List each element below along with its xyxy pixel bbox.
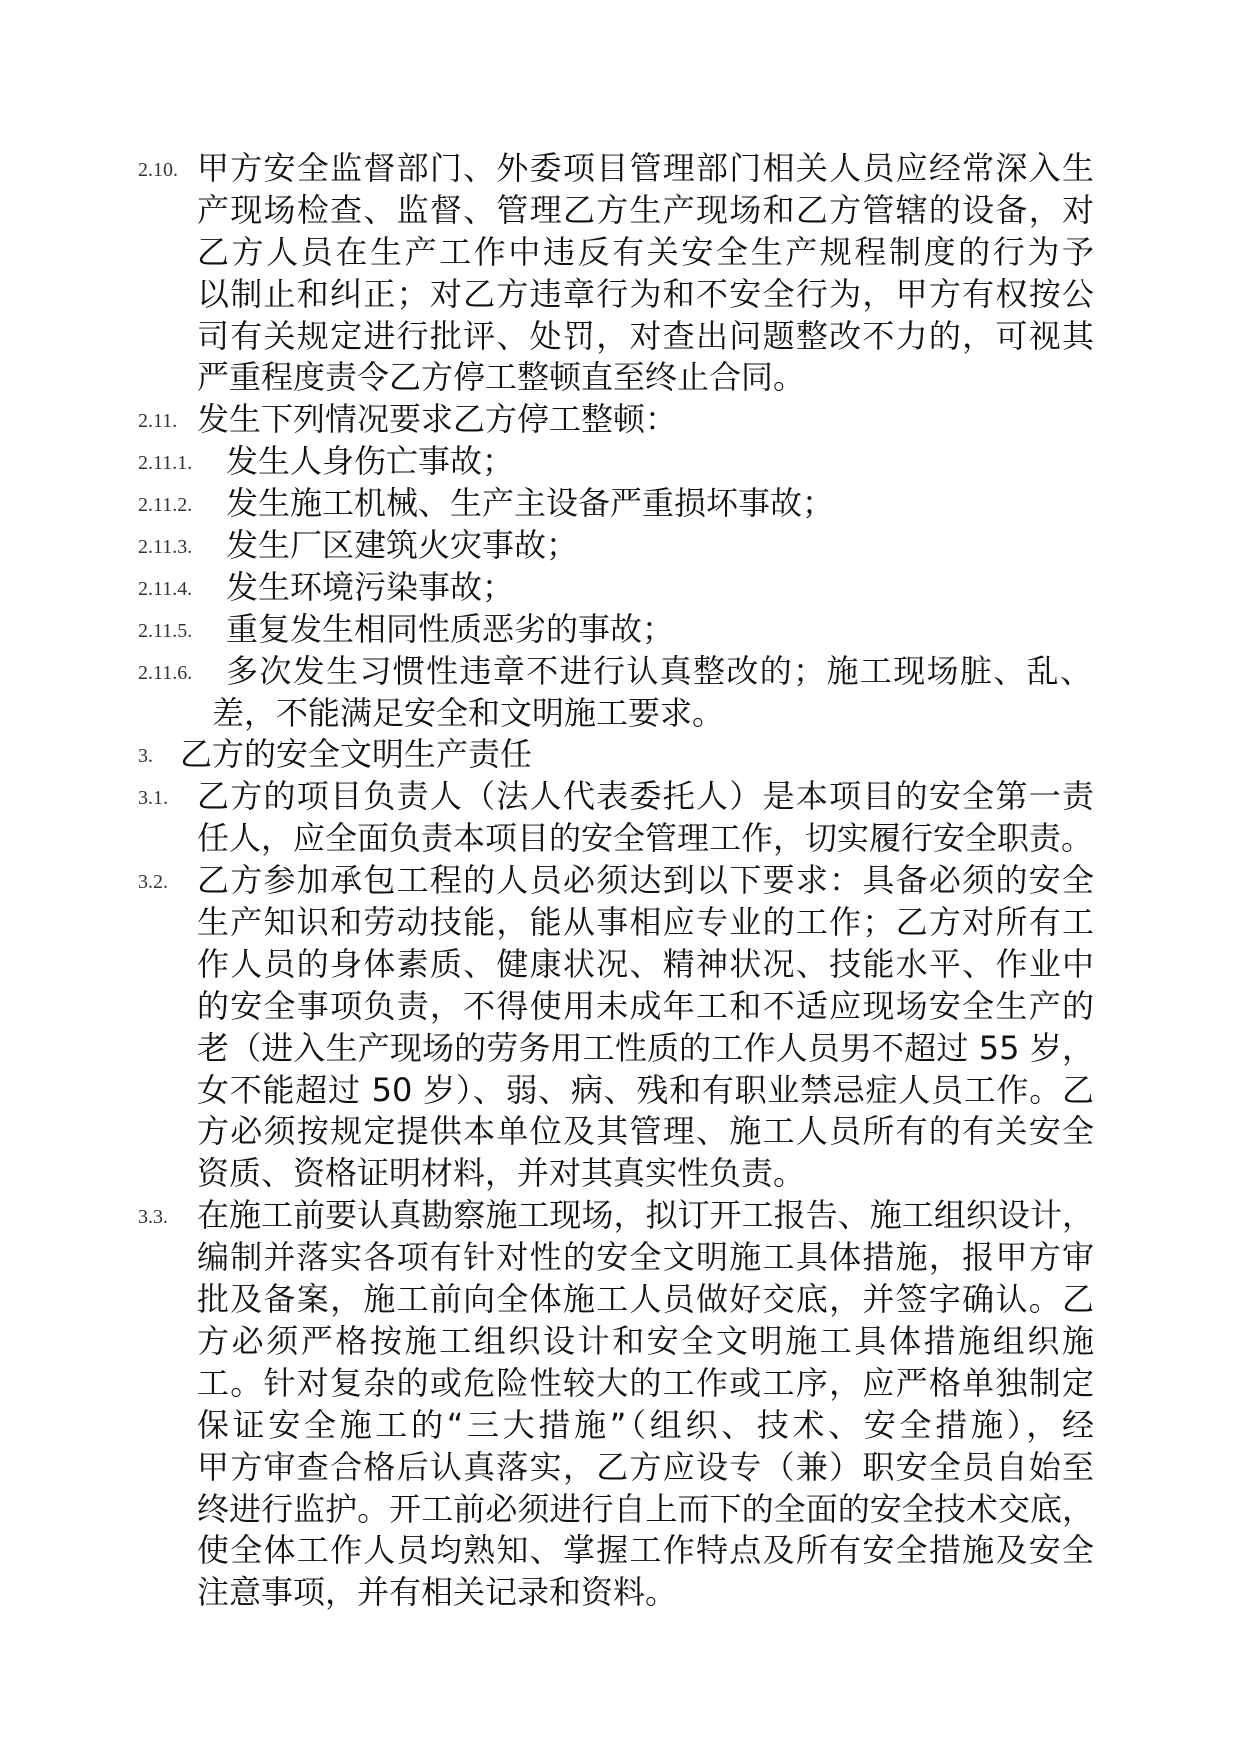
clause-line: 方必须按规定提供本单位及其管理、施工人员所有的有关安全 (197, 1112, 1094, 1151)
clause-2-11-6 (0, 651, 1241, 735)
clause-line: 产现场检查、监督、管理乙方生产现场和乙方管辖的设备，对 (197, 190, 1094, 229)
clause-number: 3.1. (138, 787, 168, 810)
clause-line: 甲方安全监督部门、外委项目管理部门相关人员应经常深入生 (197, 149, 1094, 187)
clause-line: 多次发生习惯性违章不进行认真整改的；施工现场脏、乱、 (226, 651, 1092, 690)
clause-number: 2.11.6. (138, 661, 193, 684)
clause-2-11-5 (0, 609, 1241, 651)
clause-3-2 (0, 860, 1241, 1195)
clause-number: 2.11.1. (138, 452, 193, 475)
clause-2-11-3 (0, 525, 1241, 567)
clause-2-11-4 (0, 567, 1241, 609)
clause-line: 注意事项，并有相关记录和资料。 (197, 1573, 678, 1612)
clause-line: 的安全事项负责，不得使用未成年工和不适应现场安全生产的 (197, 986, 1094, 1025)
clause-body (226, 567, 1092, 609)
clause-body (226, 609, 1092, 651)
clause-number: 2.11. (138, 410, 178, 433)
section-title-text: 乙方的安全文明生产责任 (180, 735, 533, 774)
clause-line: 保证安全施工的“三大措施”（组织、技术、安全措施），经 (197, 1405, 1094, 1444)
clause-body (197, 1195, 1094, 1614)
clause-line: 乙方的项目负责人（法人代表委托人）是本项目的安全第一责 (197, 777, 1094, 816)
document-page (0, 148, 1241, 1614)
clause-body (226, 525, 1092, 567)
clause-line: 使全体工作人员均熟知、掌握工作特点及所有安全措施及安全 (197, 1531, 1094, 1570)
clause-line: 资质、资格证明材料，并对其真实性负责。 (197, 1154, 806, 1193)
clause-line: 女不能超过 50 岁）、弱、病、残和有职业禁忌症人员工作。乙 (197, 1070, 1094, 1109)
clause-line: 在施工前要认真勘察施工现场，拟订开工报告、施工组织设计， (197, 1196, 1094, 1235)
clause-number: 2.11.4. (138, 577, 193, 600)
clause-number: 2.10. (138, 159, 178, 181)
clause-2-11 (0, 399, 1241, 441)
clause-body (226, 441, 1092, 483)
clause-line: 发生下列情况要求乙方停工整顿： (197, 400, 678, 439)
clause-number: 2.11.5. (138, 619, 193, 642)
section-3-heading (0, 734, 1241, 776)
clause-line: 发生环境污染事故； (226, 567, 515, 606)
clause-number: 3.3. (138, 1206, 168, 1229)
clause-line: 工。针对复杂的或危险性较大的工作或工序，应严格单独制定 (197, 1363, 1094, 1402)
clause-body (197, 148, 1094, 399)
clause-line: 任人，应全面负责本项目的安全管理工作，切实履行安全职责。 (197, 819, 1094, 858)
clause-line: 乙方参加承包工程的人员必须达到以下要求：具备必须的安全 (197, 861, 1094, 900)
clause-3-3 (0, 1195, 1241, 1614)
section-title (180, 734, 1094, 776)
clause-line: 差，不能满足安全和文明施工要求。 (212, 693, 725, 732)
clause-line: 方必须严格按施工组织设计和安全文明施工具体措施组织施 (197, 1321, 1094, 1360)
clause-2-10 (0, 148, 1241, 399)
clause-body (197, 399, 1094, 441)
clause-line: 发生厂区建筑火灾事故； (226, 526, 579, 565)
clause-line: 生产知识和劳动技能，能从事相应专业的工作；乙方对所有工 (197, 903, 1094, 942)
clause-line: 发生施工机械、生产主设备严重损坏事故； (226, 484, 835, 523)
clause-line: 发生人身伤亡事故； (226, 442, 515, 481)
clause-number: 2.11.2. (138, 494, 193, 517)
clause-body (197, 776, 1094, 860)
clause-body (226, 483, 1092, 525)
clause-line: 司有关规定进行批评、处罚，对查出问题整改不力的，可视其 (197, 316, 1094, 355)
clause-line: 批及备案，施工前向全体施工人员做好交底，并签字确认。乙 (197, 1280, 1094, 1319)
clause-line: 老（进入生产现场的劳务用工性质的工作人员男不超过 55 岁， (197, 1028, 1094, 1067)
clause-2-11-2 (0, 483, 1241, 525)
clause-line: 甲方审查合格后认真落实，乙方应设专（兼）职安全员自始至 (197, 1447, 1094, 1486)
clause-number: 2.11.3. (138, 536, 193, 559)
clause-2-11-1 (0, 441, 1241, 483)
clause-line: 编制并落实各项有针对性的安全文明施工具体措施，报甲方审 (197, 1238, 1094, 1277)
clause-body (212, 651, 1092, 735)
clause-3-1 (0, 776, 1241, 860)
clause-line: 严重程度责令乙方停工整顿直至终止合同。 (197, 358, 806, 397)
clause-number: 3.2. (138, 871, 168, 894)
clause-line: 以制止和纠正；对乙方违章行为和不安全行为，甲方有权按公 (197, 274, 1094, 313)
clause-line: 终进行监护。开工前必须进行自上而下的全面的安全技术交底， (197, 1489, 1094, 1528)
clause-line: 作人员的身体素质、健康状况、精神状况、技能水平、作业中 (197, 944, 1094, 983)
section-number: 3. (138, 745, 153, 768)
clause-line: 重复发生相同性质恶劣的事故； (226, 609, 675, 648)
clause-line: 乙方人员在生产工作中违反有关安全生产规程制度的行为予 (197, 232, 1094, 271)
clause-body (197, 860, 1094, 1195)
